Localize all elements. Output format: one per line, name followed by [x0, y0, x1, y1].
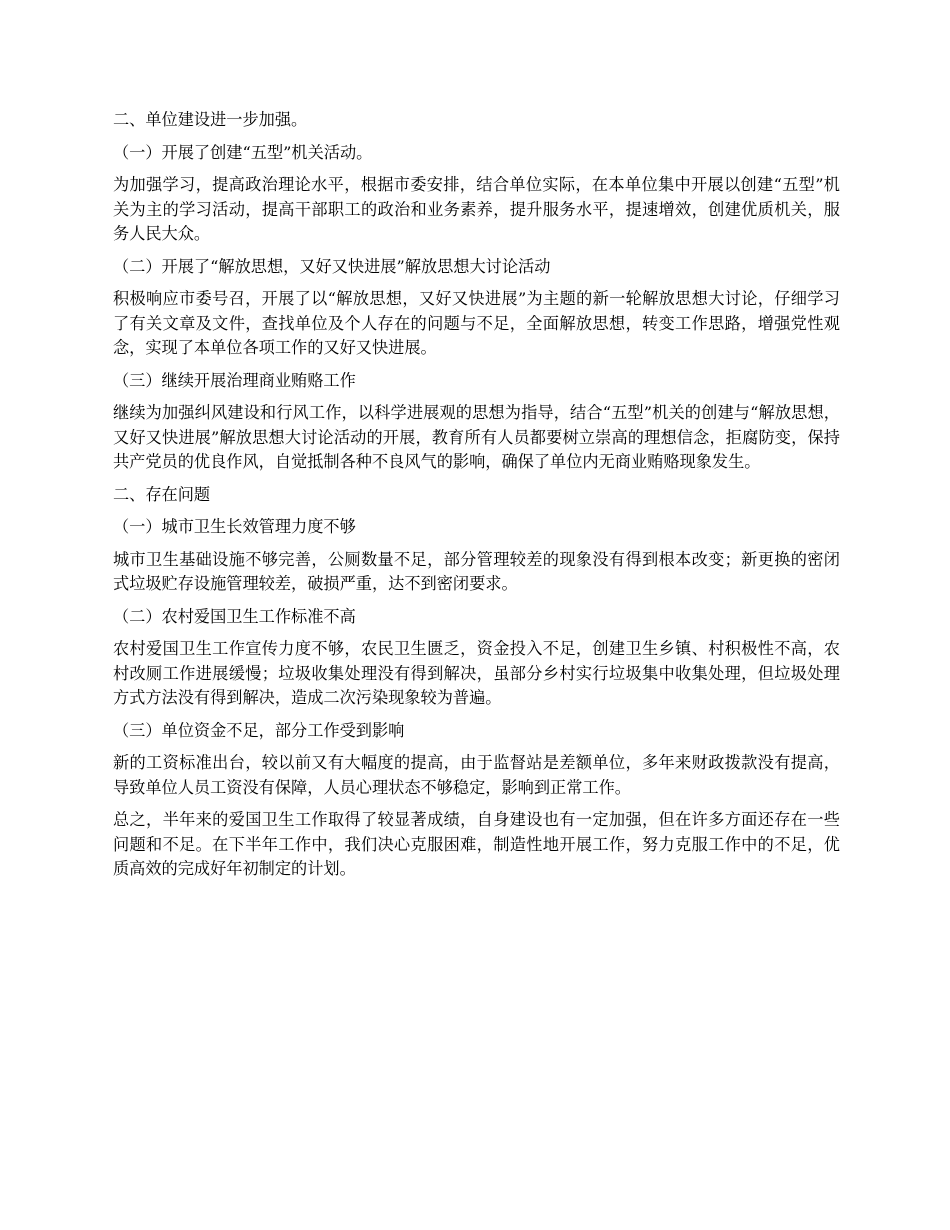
subsection-heading-anti-bribery: （三）继续开展治理商业贿赂工作 — [113, 370, 356, 390]
subsection-heading-funding: （三）单位资金不足，部分工作受到影响 — [113, 720, 405, 740]
paragraph-funding: 新的工资标准出台，较以前又有大幅度的提高，由于监督站是差额单位，多年来财政拨款没有提高，导致单位人员工资没有保障，人员心理状态不够稳定，影响到正常工作。 — [113, 753, 840, 797]
paragraph-urban-sanitation: 城市卫生基础设施不够完善，公厕数量不足，部分管理较差的现象没有得到根本改变；新更换的密闭式垃圾贮存设施管理较差，破损严重，达不到密闭要求。 — [113, 549, 840, 593]
document-page — [113, 108, 840, 890]
section-heading-unit-building: 二、单位建设进一步加强。 — [113, 110, 308, 129]
paragraph-conclusion: 总之，半年来的爱国卫生工作取得了较显著成绩，自身建设也有一定加强，但在许多方面还存在一些问题和不足。在下半年工作中，我们决心克服困难，制造性地开展工作，努力克服工作中的不足，优质高效的完成好年初制定的计划。 — [113, 810, 840, 878]
section-heading-problems: 二、存在问题 — [113, 484, 211, 504]
paragraph-five-type-activity: 为加强学习，提高政治理论水平，根据市委安排，结合单位实际，在本单位集中开展以创建“五型”机关为主的学习活动，提高干部职工的政治和业务素养，提升服务水平，提速增效，创建优质机关，服务人民大众。 — [113, 175, 840, 243]
subsection-heading-emancipate-mind: （二）开展了“解放思想，又好又快进展”解放思想大讨论活动 — [113, 256, 551, 276]
paragraph-emancipate-mind: 积极响应市委号召，开展了以“解放思想，又好又快进展”为主题的新一轮解放思想大讨论，仔细学习了有关文章及文件，查找单位及个人存在的问题与不足，全面解放思想，转变工作思路，增强党性观念，实现了本单位各项工作的又好又快进展。 — [113, 289, 840, 357]
subsection-heading-rural-sanitation: （二）农村爱国卫生工作标准不高 — [113, 606, 356, 626]
subsection-heading-urban-sanitation: （一）城市卫生长效管理力度不够 — [113, 517, 356, 536]
paragraph-rural-sanitation: 农村爱国卫生工作宣传力度不够，农民卫生匮乏，资金投入不足，创建卫生乡镇、村积极性不高，农村改厕工作进展缓慢；垃圾收集处理没有得到解决，虽部分乡村实行垃圾集中收集处理，但垃圾处理方式方法没有得到解决，造成二次污染现象较为普遍。 — [113, 639, 840, 707]
subsection-heading-five-type: （一）开展了创建“五型”机关活动。 — [113, 142, 373, 162]
paragraph-anti-bribery: 继续为加强纠风建设和行风工作，以科学进展观的思想为指导，结合“五型”机关的创建与“解放思想，又好又快进展”解放思想大讨论活动的开展，教育所有人员都要树立崇高的理想信念，拒腐防变，保持共产党员的优良作风，自觉抵制各种不良风气的影响，确保了单位内无商业贿赂现象发生。 — [113, 403, 840, 471]
